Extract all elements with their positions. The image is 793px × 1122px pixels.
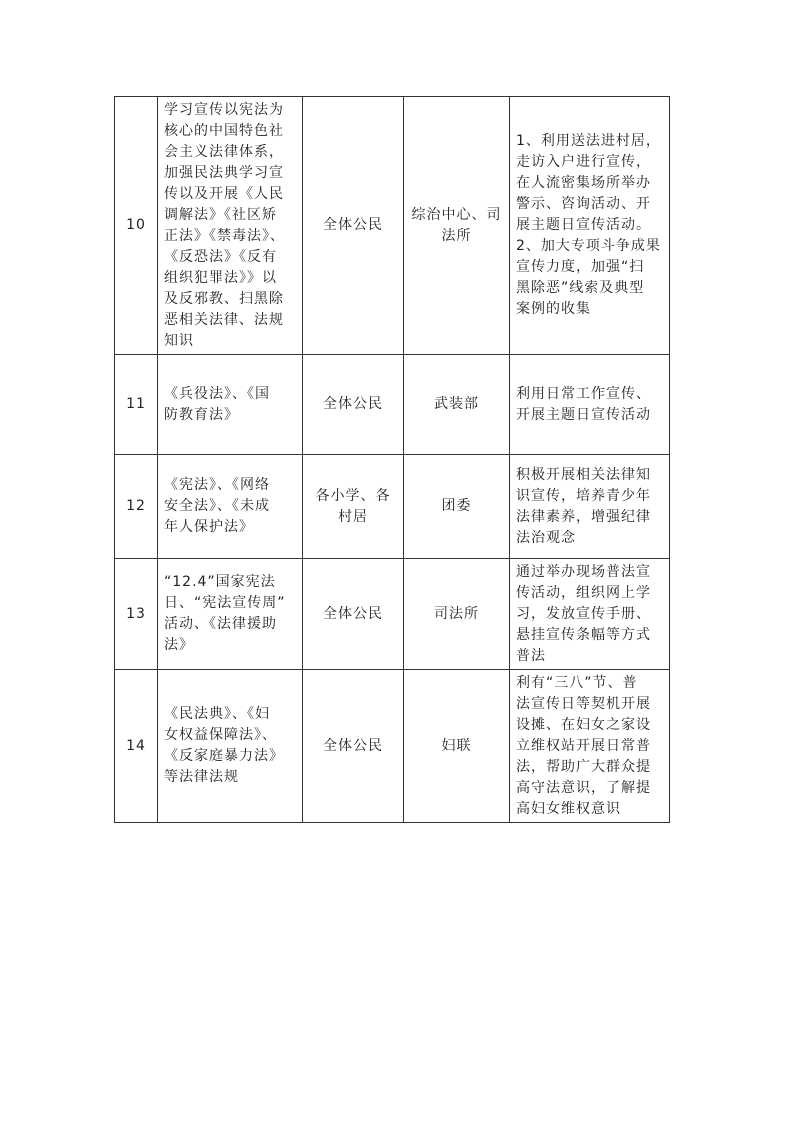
content-cell — [158, 559, 303, 670]
target-line: 全体公民 — [323, 737, 383, 754]
method-cell — [510, 455, 670, 559]
target-line: 全体公民 — [323, 396, 383, 412]
method-cell — [510, 670, 670, 823]
unit-line: 团委 — [441, 498, 472, 514]
content-line: 年人保护法》 — [164, 519, 254, 535]
content-cell — [158, 455, 303, 559]
content-line: 学习宣传以宪法为 — [164, 101, 284, 118]
unit-cell — [404, 355, 510, 455]
method-line: 展主题日宣传活动。 — [516, 217, 651, 233]
content-line: 正法》《禁毒法》、 — [164, 227, 285, 244]
content-line: 日、“宪法宣传周” — [164, 595, 286, 611]
content-line: 组织犯罪法》》以 — [164, 269, 277, 286]
unit-cell — [404, 455, 510, 559]
row-number: 13 — [115, 559, 158, 670]
content-line: 恶相关法律、法规 — [164, 311, 284, 328]
content-line: “12.4”国家宪法 — [164, 574, 276, 590]
target-cell — [303, 670, 404, 823]
method-line: 黑除恶”线索及典型 — [516, 280, 645, 296]
method-line: 设摊、在妇女之家设 — [516, 716, 651, 733]
method-line: 悬挂宣传条幅等方式 — [516, 626, 651, 643]
method-line: 法治观念 — [516, 529, 576, 546]
method-line: 传活动，组织网上学 — [516, 584, 651, 601]
target-line: 全体公民 — [323, 605, 383, 622]
method-line: 法律素养，增强纪律 — [516, 508, 651, 525]
content-line: 等法律法规 — [164, 769, 239, 785]
method-line: 利用日常工作宣传、 — [516, 385, 651, 402]
target-cell — [303, 97, 404, 355]
table-row — [115, 559, 670, 670]
unit-cell — [404, 559, 510, 670]
method-line: 案例的收集 — [516, 301, 591, 317]
target-cell — [303, 455, 404, 559]
law-publicity-table — [114, 96, 670, 823]
content-cell — [158, 97, 303, 355]
unit-line: 综治中心、司 — [411, 206, 502, 223]
unit-line: 法所 — [441, 227, 472, 244]
content-line: 女权益保障法》、 — [164, 727, 277, 743]
method-cell — [510, 97, 670, 355]
content-line: 传以及开展《人民 — [164, 185, 284, 202]
method-line: 识宣传，培养青少年 — [516, 487, 651, 504]
row-number: 11 — [115, 355, 158, 455]
method-line: 积极开展相关法律知 — [516, 466, 651, 483]
content-line: 调解法》《社区矫 — [164, 206, 277, 223]
content-line: 《宪法》、《网络 — [164, 477, 270, 493]
method-line: 开展主题日宣传活动 — [516, 406, 651, 423]
content-line: 活动、《法律援助 — [164, 616, 277, 632]
method-line: 2、加大专项斗争成果 — [516, 238, 661, 254]
content-line: 会主义法律体系， — [164, 143, 284, 160]
method-cell — [510, 559, 670, 670]
content-line: 安全法》、《未成 — [164, 498, 270, 514]
method-line: 警示、咨询活动、开 — [516, 196, 651, 212]
method-line: 高妇女维权意识 — [516, 800, 621, 817]
method-line: 1、利用送法进村居， — [516, 133, 661, 149]
method-line: 习，发放宣传手册、 — [516, 605, 651, 622]
target-line: 全体公民 — [323, 217, 383, 233]
unit-line: 武装部 — [434, 396, 479, 412]
content-line: 《民法典》、《妇 — [164, 706, 270, 722]
content-line: 及反邪教、扫黑除 — [164, 290, 284, 307]
method-line: 利有“三八”节、普 — [516, 674, 638, 691]
content-cell — [158, 670, 303, 823]
unit-line: 司法所 — [434, 605, 479, 622]
unit-line: 妇联 — [441, 737, 472, 754]
method-line: 通过举办现场普法宣 — [516, 563, 651, 580]
method-line: 宣传力度，加强“扫 — [516, 259, 645, 275]
target-cell — [303, 559, 404, 670]
content-line: 加强民法典学习宣 — [164, 164, 284, 181]
content-line: 《兵役法》、《国 — [164, 385, 270, 402]
content-line: 《反恐法》《反有 — [164, 248, 277, 265]
target-line: 村居 — [338, 508, 368, 525]
target-cell — [303, 355, 404, 455]
method-line: 走访入户进行宣传， — [516, 154, 651, 170]
method-line: 高守法意识，了解提 — [516, 779, 651, 796]
method-line: 法，帮助广大群众提 — [516, 758, 651, 775]
target-line: 各小学、各 — [315, 487, 391, 504]
method-line: 普法 — [516, 647, 546, 664]
row-number: 14 — [115, 670, 158, 823]
row-number: 10 — [115, 97, 158, 355]
table-row — [115, 355, 670, 455]
table-row — [115, 455, 670, 559]
method-line: 法宣传日等契机开展 — [516, 695, 651, 712]
unit-cell — [404, 670, 510, 823]
content-line: 防教育法》 — [164, 406, 239, 423]
table-row — [115, 670, 670, 823]
content-line: 知识 — [164, 332, 194, 349]
content-line: 《反家庭暴力法》 — [164, 748, 284, 764]
method-line: 立维权站开展日常普 — [516, 737, 651, 754]
content-cell — [158, 355, 303, 455]
method-line: 在人流密集场所举办 — [516, 175, 651, 191]
content-line: 核心的中国特色社 — [164, 122, 284, 139]
method-cell — [510, 355, 670, 455]
table-row — [115, 97, 670, 355]
unit-cell — [404, 97, 510, 355]
content-line: 法》 — [164, 637, 194, 653]
row-number: 12 — [115, 455, 158, 559]
